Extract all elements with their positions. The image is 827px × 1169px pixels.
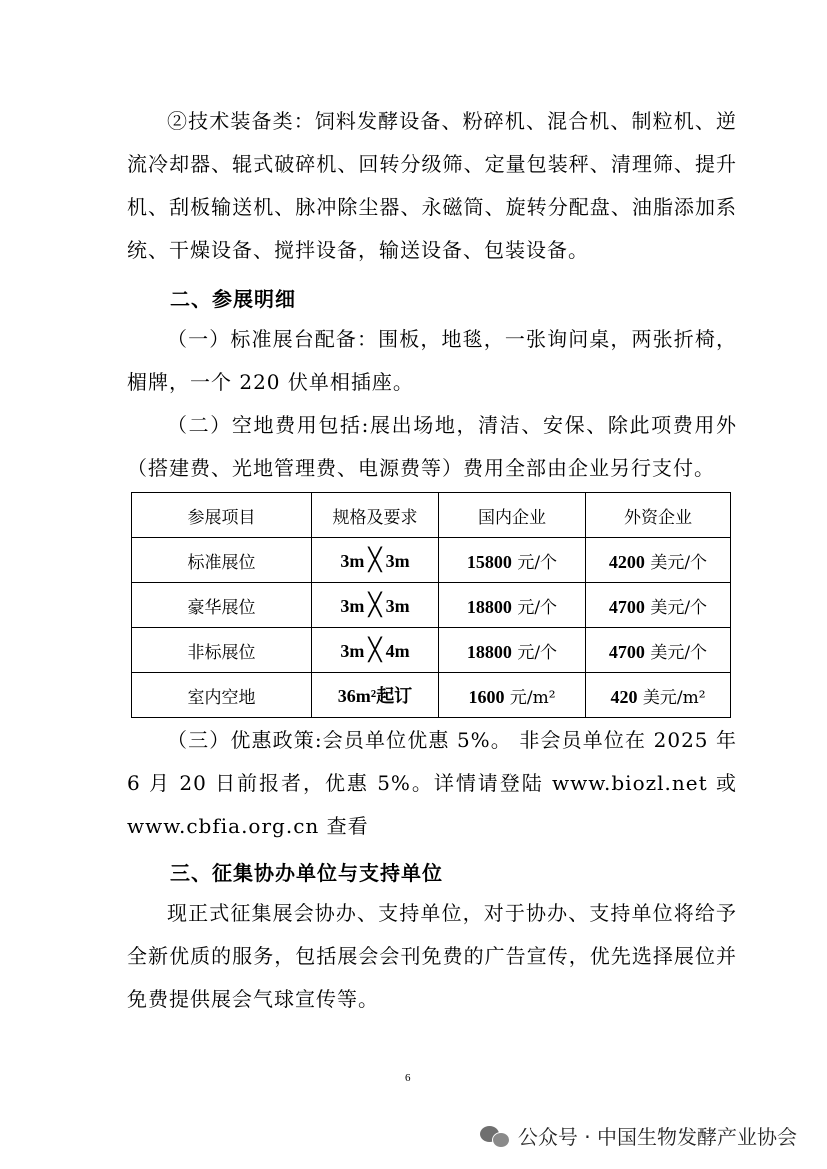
- space-fee-paragraph: （二）空地费用包括:展出场地，清洁、安保、除此项费用外（搭建费、光地管理费、电源费等）费用全部由企业另行支付。: [127, 413, 737, 480]
- times-icon: ╳: [368, 637, 382, 663]
- equipment-paragraph: ②技术装备类：饲料发酵设备、粉碎机、混合机、制粒机、逆流冷却器、辊式破碎机、回转分级筛、定量包装秤、清理筛、提升机、刮板输送机、脉冲除尘器、永磁筒、旋转分配盘、油脂添加系统、干燥设备、搅拌设备，输送设备、包装设备。: [127, 109, 737, 262]
- times-icon: ╳: [368, 592, 382, 618]
- cell-domestic: 1600 元/m²: [439, 673, 586, 718]
- cell-domestic: 15800 元/个: [439, 538, 586, 583]
- cell-item: 非标展位: [132, 628, 312, 673]
- table-header: 国内企业: [439, 493, 586, 538]
- cell-spec: 3m ╳ 4m: [312, 628, 439, 673]
- cell-foreign: 4700 美元/个: [586, 628, 731, 673]
- wechat-icon: [480, 1124, 510, 1148]
- table-header: 规格及要求: [312, 493, 439, 538]
- cell-foreign: 420 美元/m²: [586, 673, 731, 718]
- standard-booth-paragraph: （一）标准展台配备：围板，地毯，一张询问桌，两张折椅，楣牌，一个 220 伏单相插座。: [127, 327, 737, 394]
- table-row: [132, 628, 731, 673]
- support-paragraph: 现正式征集展会协办、支持单位，对于协办、支持单位将给予全新优质的服务，包括展会会刊免费的广告宣传，优先选择展位并免费提供展会气球宣传等。: [127, 901, 737, 1011]
- section-2-title: 二、参展明细: [170, 287, 296, 311]
- cell-item: 豪华展位: [132, 583, 312, 628]
- cell-item: 标准展位: [132, 538, 312, 583]
- cell-item: 室内空地: [132, 673, 312, 718]
- cell-spec: 36m²起订: [312, 673, 439, 718]
- page-number: 6: [405, 1072, 411, 1084]
- table-header: 参展项目: [132, 493, 312, 538]
- table-header-row: [132, 493, 731, 538]
- cell-foreign: 4200 美元/个: [586, 538, 731, 583]
- section-3-title: 三、征集协办单位与支持单位: [170, 861, 443, 885]
- cell-spec: 3m ╳ 3m: [312, 538, 439, 583]
- times-icon: ╳: [368, 547, 382, 573]
- footer-text: 公众号 · 中国生物发酵产业协会: [517, 1125, 797, 1149]
- cell-foreign: 4700 美元/个: [586, 583, 731, 628]
- table-row: [132, 673, 731, 718]
- discount-paragraph: （三）优惠政策:会员单位优惠 5%。 非会员单位在 2025 年 6 月 20 日前报者，优惠 5%。详情请登陆 www.biozl.net 或 www.cbfia.org.cn 查看: [127, 728, 737, 838]
- table-row: [132, 583, 731, 628]
- table-row: [132, 538, 731, 583]
- cell-domestic: 18800 元/个: [439, 628, 586, 673]
- cell-spec: 3m ╳ 3m: [312, 583, 439, 628]
- cell-domestic: 18800 元/个: [439, 583, 586, 628]
- fee-table: [131, 492, 731, 718]
- watermark-footer: [480, 1121, 797, 1150]
- table-header: 外资企业: [586, 493, 731, 538]
